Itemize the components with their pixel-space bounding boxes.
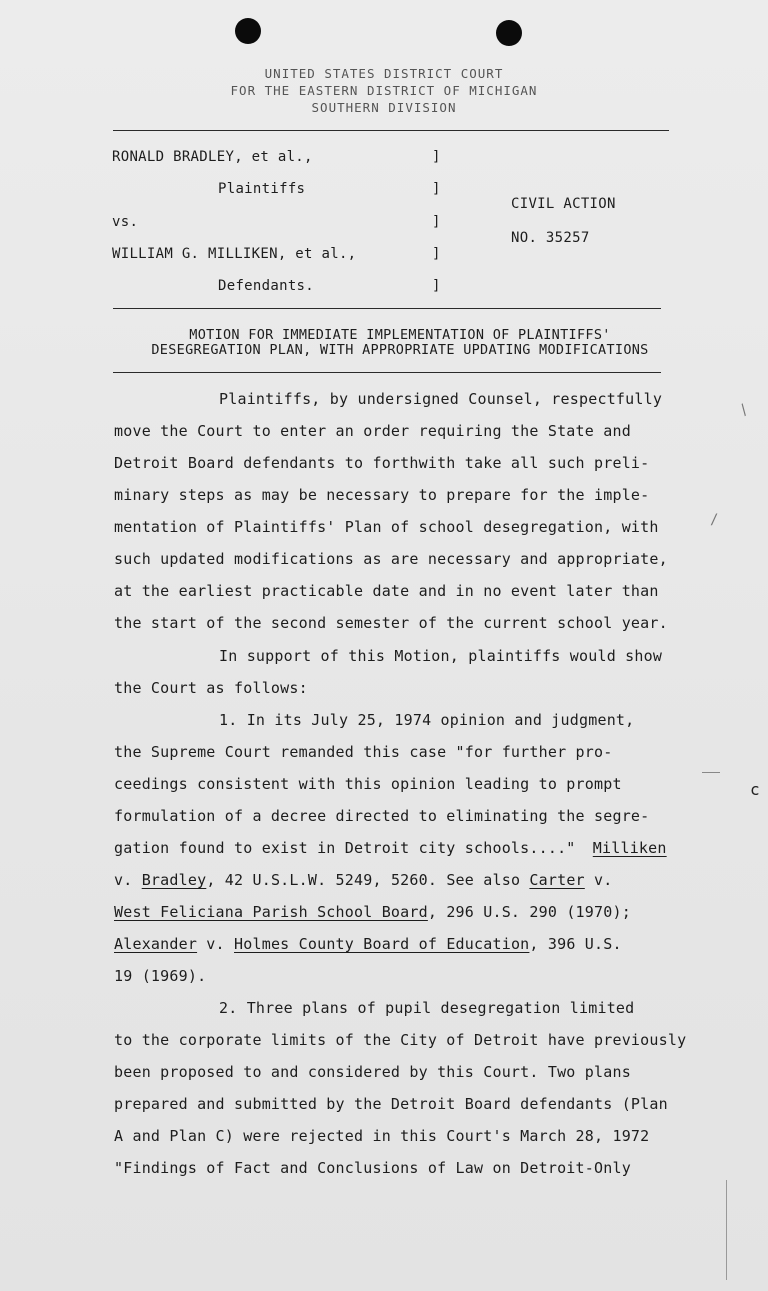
case-citation: Bradley: [141, 871, 207, 889]
punch-hole-left: [235, 18, 261, 44]
body-line: 1. In its July 25, 1974 opinion and judgment,: [219, 711, 635, 729]
caption-bracket: ]: [432, 181, 441, 197]
body-line: [114, 839, 667, 857]
case-citation: Carter: [529, 871, 585, 889]
caption-bracket: ]: [432, 246, 441, 262]
motion-title-line2: DESEGREGATION PLAN, WITH APPROPRIATE UPDATING MODIFICATIONS: [151, 342, 649, 358]
case-number: NO. 35257: [511, 230, 590, 246]
plaintiff-name: RONALD BRADLEY, et al.,: [112, 149, 313, 165]
civil-action-label: CIVIL ACTION: [511, 196, 616, 212]
body-line: "Findings of Fact and Conclusions of Law on Detroit-Only: [114, 1159, 631, 1177]
body-line: [114, 935, 622, 953]
court-district-line: FOR THE EASTERN DISTRICT OF MICHIGAN: [230, 83, 538, 98]
body-line: [114, 871, 613, 889]
body-line: the Court as follows:: [114, 679, 308, 697]
text-fragment: , 296 U.S. 290 (1970);: [427, 903, 631, 921]
scan-mark: /: [710, 512, 719, 528]
body-line: move the Court to enter an order requiring the State and: [114, 422, 631, 440]
quote-text: gation found to exist in Detroit city schools....": [114, 839, 576, 857]
body-line: prepared and submitted by the Detroit Board defendants (Plan: [114, 1095, 668, 1113]
body-line: 2. Three plans of pupil desegregation limited: [219, 999, 635, 1017]
court-name-line: UNITED STATES DISTRICT COURT: [264, 66, 504, 81]
scan-mark: [726, 1180, 727, 1280]
case-citation: Alexander: [114, 935, 198, 953]
body-line: the start of the second semester of the current school year.: [114, 614, 668, 632]
scan-mark: [702, 772, 720, 773]
body-line: 19 (1969).: [114, 967, 207, 985]
caption-bracket: ]: [432, 214, 441, 230]
body-line: ceedings consistent with this opinion leading to prompt: [114, 775, 622, 793]
text-fragment: v.: [114, 871, 142, 889]
body-line: been proposed to and considered by this Court. Two plans: [114, 1063, 631, 1081]
case-citation: Holmes County Board of Education: [234, 935, 530, 953]
punch-hole-right: [496, 20, 522, 46]
defendant-name: WILLIAM G. MILLIKEN, et al.,: [112, 246, 357, 262]
text-fragment: , 42 U.S.L.W. 5249, 5260. See also: [206, 871, 530, 889]
body-line: [114, 903, 631, 921]
caption-top-rule: [113, 130, 669, 131]
text-fragment: v.: [584, 871, 613, 889]
caption-bracket: ]: [432, 149, 441, 165]
caption-bracket: ]: [432, 278, 441, 294]
court-division-line: SOUTHERN DIVISION: [311, 100, 457, 115]
body-line: Detroit Board defendants to forthwith take all such preli-: [114, 454, 650, 472]
caption-bottom-rule: [113, 308, 661, 309]
body-line: minary steps as may be necessary to prepare for the imple-: [114, 486, 650, 504]
body-line: Plaintiffs, by undersigned Counsel, respectfully: [219, 390, 663, 408]
body-line: at the earliest practicable date and in no event later than: [114, 582, 659, 600]
body-line: such updated modifications as are necessary and appropriate,: [114, 550, 668, 568]
case-citation: West Feliciana Parish School Board: [114, 903, 428, 921]
case-citation: Milliken: [592, 839, 667, 857]
plaintiffs-label: Plaintiffs: [218, 181, 306, 197]
defendants-label: Defendants.: [218, 278, 315, 294]
text-fragment: v.: [197, 935, 235, 953]
motion-title-line1: MOTION FOR IMMEDIATE IMPLEMENTATION OF PLAINTIFFS': [189, 327, 611, 343]
body-line: formulation of a decree directed to eliminating the segre-: [114, 807, 650, 825]
body-line: to the corporate limits of the City of Detroit have previously: [114, 1031, 687, 1049]
body-line: A and Plan C) were rejected in this Court's March 28, 1972: [114, 1127, 650, 1145]
body-line: In support of this Motion, plaintiffs would show: [219, 647, 663, 665]
text-fragment: , 396 U.S.: [529, 935, 622, 953]
body-line: mentation of Plaintiffs' Plan of school desegregation, with: [114, 518, 659, 536]
versus-label: vs.: [112, 214, 139, 230]
scan-mark: c: [750, 780, 760, 799]
scan-mark: /: [735, 401, 753, 419]
body-line: the Supreme Court remanded this case "for further pro-: [114, 743, 613, 761]
title-bottom-rule: [113, 372, 661, 373]
